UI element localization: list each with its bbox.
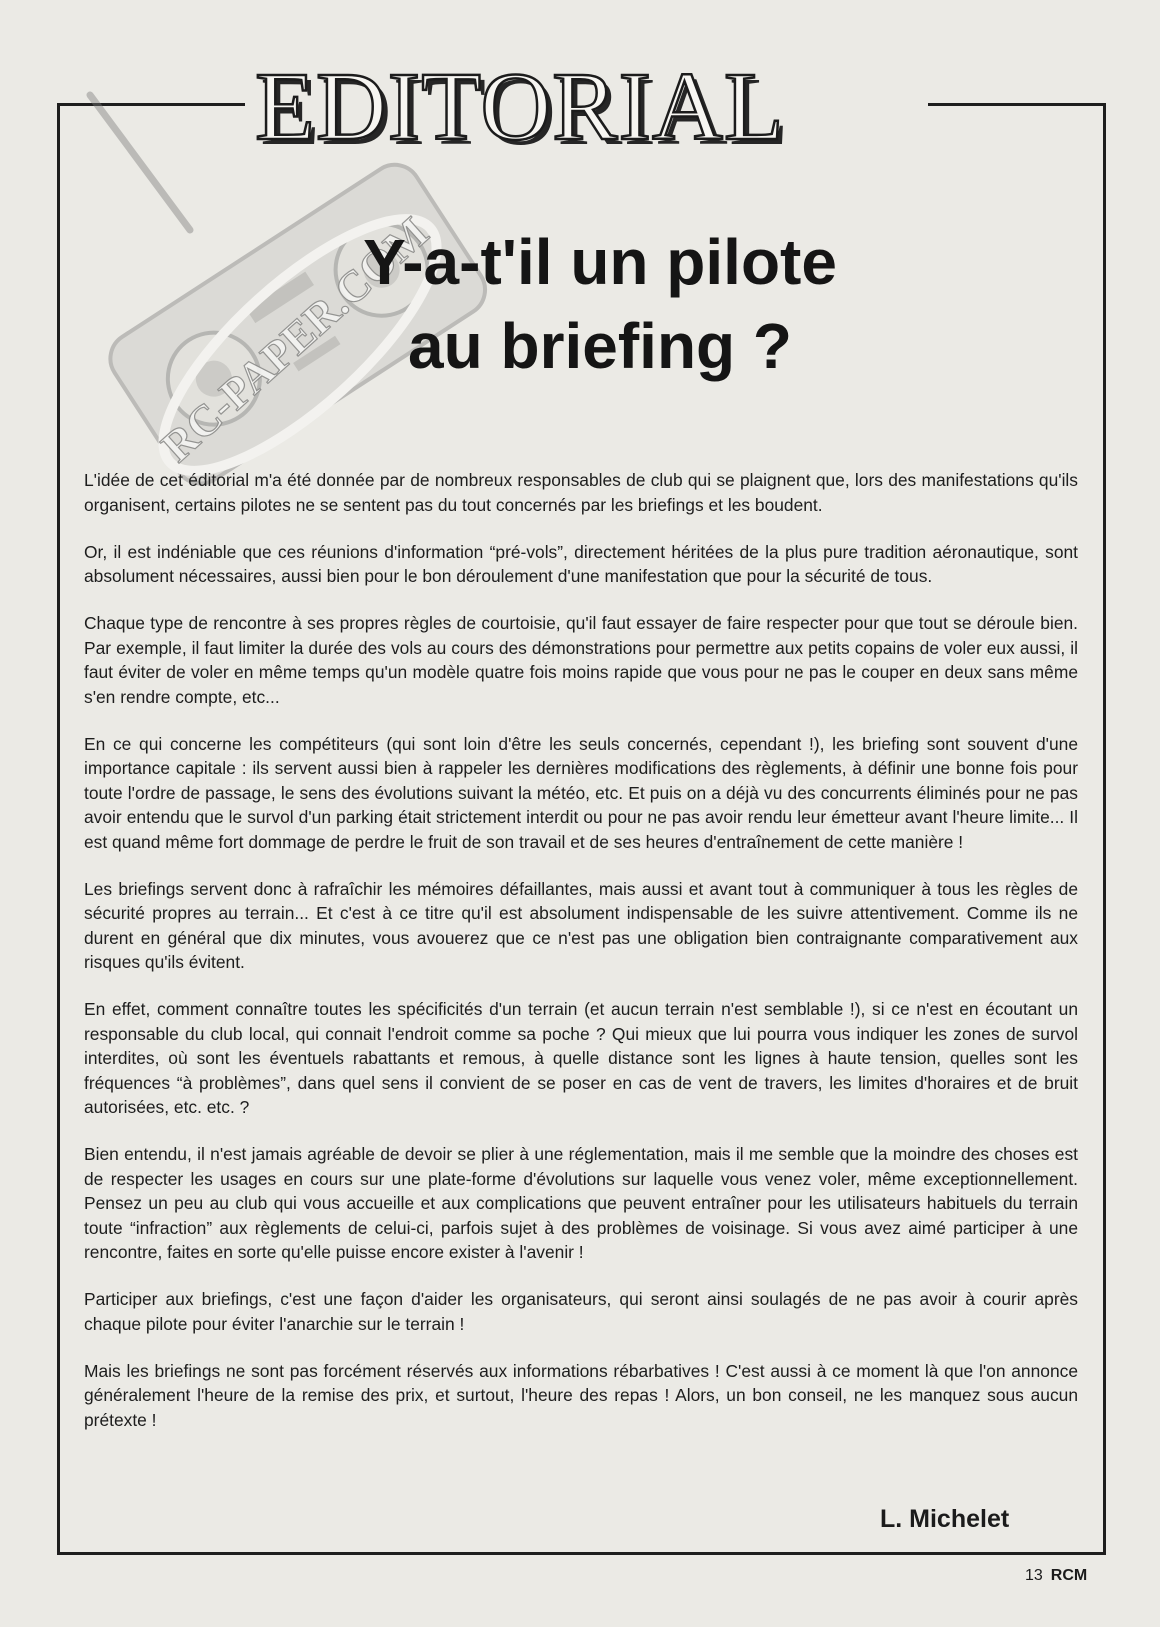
paragraph: En effet, comment connaître toutes les spécificités d'un terrain (et aucun terrain n'est semblable !), si ce n'est en écoutant un responsable du club local, qui connait l'endroit comme sa poche ? Qui mieux que lui pourra vous indiquer les zones de survol interdites, où sont les éventuels rabattants et remous, à quelle distance sont les lignes à haute tension, quelles sont les fréquences “à problèmes”, dans quel sens il convient de se poser en cas de vent de travers, les limites d'horaires et de bruit autorisées, etc. etc. ?	[84, 999, 1078, 1117]
paragraph: Or, il est indéniable que ces réunions d'information “pré-vols”, directement héritées de la plus pure tradition aéronautique, sont absolument nécessaires, aussi bien pour le bon déroulement d'une manifestation que pour la sécurité de tous.	[84, 541, 1078, 586]
article-title-line-2: au briefing ?	[408, 310, 792, 382]
paragraph: Chaque type de rencontre à ses propres règles de courtoisie, qu'il faut essayer de faire respecter pour que tout se déroule bien. Par exemple, il faut limiter la durée des vols au cours des démonstrations pour permettre aux petits copains de voler eux aussi, il faut éviter de voler en même temps qu'un modèle quatre fois moins rapide que vous pour ne pas le couper en deux sans même s'en rendre compte, etc...	[84, 613, 1078, 707]
paragraph: En ce qui concerne les compétiteurs (qui sont loin d'être les seuls concernés, cependant !), les briefing sont souvent d'une importance capitale : ils servent aussi bien à rappeler les dernières modifications des règlements, à définir une bonne fois pour toute l'ordre de passage, le sens des évolutions suivant la météo, etc. Et puis on a déjà vu des concurrents éliminés pour ne pas avoir entendu que le survol d'un parking était strictement interdit ou pour ne pas avoir rendu leur émetteur avant l'heure limite... Il est quand même fort dommage de perdre le fruit de son travail et de ses heures d'entraînement de cette manière !	[84, 733, 1078, 852]
magazine-name: RCM	[1050, 1567, 1088, 1584]
paragraph: L'idée de cet éditorial m'a été donnée par de nombreux responsables de club qui se plaignent que, lors des manifestations qu'ils organisent, certains pilotes ne se sentent pas du tout concernés par les briefings et les boudent.	[84, 470, 1078, 515]
article-title-line-1: Y-a-t'il un pilote	[363, 226, 837, 298]
paragraph: Les briefings servent donc à rafraîchir les mémoires défaillantes, mais aussi et avant tout à communiquer à tous les règles de sécurité propres au terrain... Et c'est à ce titre qu'il est absolument indispensable de les suivre attentivement. Comme ils ne durent en général que dix minutes, vous avouerez que ce n'est pas une obligation bien contraignante comparativement aux risques qu'ils évitent.	[84, 878, 1078, 972]
paragraph: Participer aux briefings, c'est une façon d'aider les organisateurs, qui seront ainsi soulagés de ne pas avoir à courir après chaque pilote pour éviter l'anarchie sur le terrain !	[84, 1289, 1078, 1334]
paragraph: Bien entendu, il n'est jamais agréable de devoir se plier à une réglementation, mais il me semble que la moindre des choses est de respecter les usages en cours sur une plate-forme d'évolutions sur laquelle vous venez voler, même exceptionnellement. Pensez un peu au club qui vous accueille et aux complications que peuvent entraîner pour les utilisateurs habituels du terrain toute “infraction” aux règlements de celui-ci, parfois sujet à des problèmes de voisinage. Si vous avez aimé participer à une rencontre, faites en sorte qu'elle puisse encore exister à l'avenir !	[84, 1144, 1078, 1262]
page-footer	[1025, 1566, 1087, 1586]
frame-top-rule-right	[928, 103, 1106, 106]
article-body	[84, 468, 1078, 1455]
article-title	[150, 220, 1050, 388]
page-number: 13	[1025, 1567, 1043, 1584]
author-signature: L. Michelet	[880, 1505, 1010, 1533]
watermark-text: RC-PAPER.COM	[152, 207, 438, 472]
section-heading: EDITORIAL	[255, 53, 785, 161]
paragraph: Mais les briefings ne sont pas forcément réservés aux informations rébarbatives ! C'est aussi à ce moment là que l'on annonce généralement l'heure de la remise des prix, et surtout, l'heure des repas ! Alors, un bon conseil, ne les manquez sous aucun prétexte !	[84, 1360, 1078, 1430]
